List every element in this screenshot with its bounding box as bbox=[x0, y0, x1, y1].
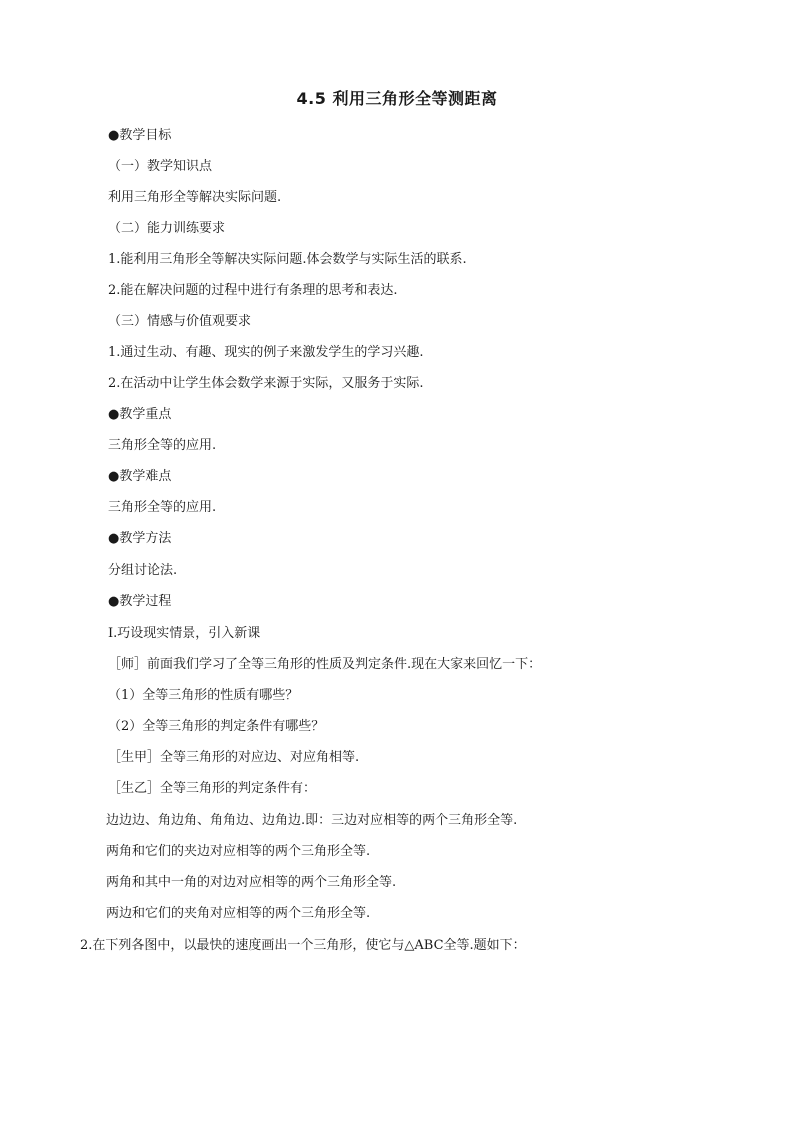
subheading-ability: （二）能力训练要求 bbox=[108, 221, 226, 236]
text-line: Ⅰ.巧设现实情景，引入新课 bbox=[108, 626, 261, 641]
text-line: 1.通过生动、有趣、现实的例子来激发学生的学习兴趣. bbox=[108, 345, 424, 360]
section-heading-process: ●教学过程 bbox=[108, 594, 172, 609]
subheading-knowledge: （一）教学知识点 bbox=[108, 159, 213, 174]
text-line: 两角和它们的夹边对应相等的两个三角形全等. bbox=[106, 844, 371, 859]
text-line: 利用三角形全等解决实际问题. bbox=[108, 190, 282, 205]
section-heading-focus: ●教学重点 bbox=[108, 407, 172, 422]
dialogue-student-b: ［生乙］全等三角形的判定条件有： bbox=[108, 781, 317, 796]
text-line: 分组讨论法. bbox=[108, 563, 178, 578]
dialogue-teacher: ［师］前面我们学习了全等三角形的性质及判定条件.现在大家来回忆一下： bbox=[108, 657, 542, 672]
text-line: 1.能利用三角形全等解决实际问题.体会数学与实际生活的联系. bbox=[108, 252, 467, 267]
section-heading-difficulty: ●教学难点 bbox=[108, 469, 172, 484]
document-title: 4.5 利用三角形全等测距离 bbox=[296, 89, 498, 108]
text-line: 三角形全等的应用. bbox=[108, 438, 217, 453]
text-line: 两边和它们的夹角对应相等的两个三角形全等. bbox=[106, 906, 371, 921]
dialogue-student-a: ［生甲］全等三角形的对应边、对应角相等. bbox=[108, 750, 360, 765]
text-line: 2.能在解决问题的过程中进行有条理的思考和表达. bbox=[108, 283, 398, 298]
question-line: （2）全等三角形的判定条件有哪些？ bbox=[108, 719, 325, 734]
section-heading-objectives: ●教学目标 bbox=[108, 128, 172, 143]
section-heading-method: ●教学方法 bbox=[108, 531, 172, 546]
text-line: 边边边、角边角、角角边、边角边.即：三边对应相等的两个三角形全等. bbox=[106, 813, 518, 828]
text-line: 三角形全等的应用. bbox=[108, 500, 217, 515]
exercise-line: 2.在下列各图中，以最快的速度画出一个三角形，使它与△ABC全等.题如下： bbox=[80, 938, 526, 953]
text-line: 两角和其中一角的对边对应相等的两个三角形全等. bbox=[106, 875, 397, 890]
subheading-values: （三）情感与价值观要求 bbox=[108, 314, 252, 329]
question-line: （1）全等三角形的性质有哪些？ bbox=[108, 688, 299, 703]
text-line: 2.在活动中让学生体会数学来源于实际，又服务于实际. bbox=[108, 376, 424, 391]
